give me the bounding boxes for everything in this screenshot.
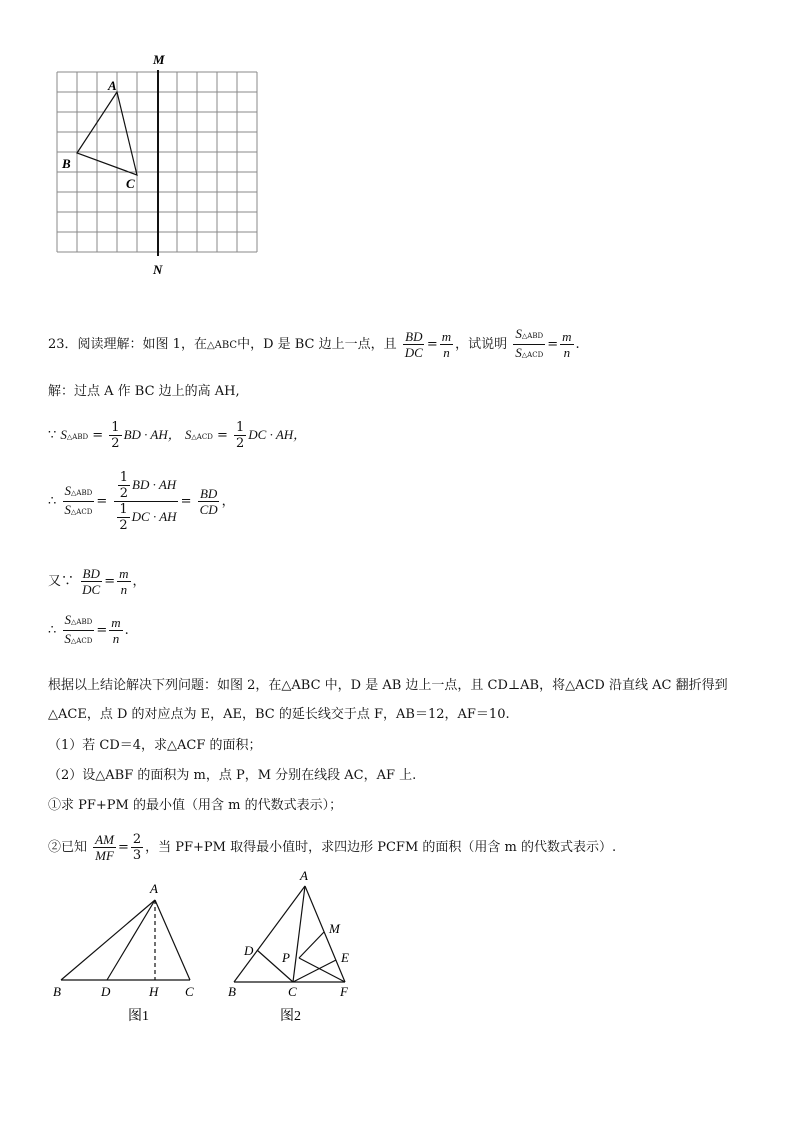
fig2-label-P: P (282, 950, 290, 965)
figure-2 (225, 870, 365, 1030)
solution-line4: 又∵ $\frac{BD}{DC}$ = $\frac{m}{n}$ ， (48, 566, 146, 597)
fig1-label-D: D (101, 984, 111, 999)
fig1-label-A: A (150, 881, 158, 896)
grid-figure (50, 50, 270, 280)
solution-line3: ∴ $\frac{\text{S△ABD}}{\text{S△ACD}}$ = $\frac{1}{2}$ BD · AH $\frac{1}{2}$ DC · AH = $\frac{BD}{CD}$ ， (48, 470, 235, 533)
fig2-label-C: C (288, 984, 297, 999)
fig2-caption: 图2 (280, 1009, 301, 1024)
task-line2: △ACE，点 D 的对应点为 E，AE，BC 的延长线交于点 F，AB＝12，AF＝10. (48, 707, 510, 722)
solution-line5: ∴ $\frac{\text{S△ABD}}{\text{S△ACD}}$ = $\frac{m}{n}$ . (48, 612, 129, 646)
task-line1: 根据以上结论解决下列问题：如图 2，在△ABC 中，D 是 AB 边上一点，且 CD⊥AB，将△ACD 沿直线 AC 翻折得到 (48, 678, 728, 693)
fig2-label-E: E (341, 950, 349, 965)
label-M: M (153, 52, 165, 67)
fig1-caption: 图1 (128, 1009, 149, 1024)
solution-line1: 解：过点 A 作 BC 边上的高 AH, (48, 384, 240, 399)
fig2-label-F: F (340, 984, 348, 999)
label-B: B (62, 156, 71, 171)
fig2-label-M: M (329, 921, 340, 936)
label-A: A (108, 78, 117, 93)
question-2: （2）设△ABF 的面积为 m，点 P，M 分别在线段 AC，AF 上. (48, 768, 417, 783)
figure-1 (45, 875, 215, 1025)
fig1-label-H: H (149, 984, 159, 999)
label-C: C (126, 176, 135, 191)
question-1: （1）若 CD＝4，求△ACF 的面积； (48, 738, 262, 753)
fig2-label-D: D (244, 943, 254, 958)
fig2-label-A: A (300, 870, 308, 883)
solution-line2: ∵ S△ABD = $\frac{1}{2}$ BD · AH， S△ACD = $\frac{1}{2}$ DC · AH， (48, 420, 307, 451)
label-N: N (153, 262, 163, 277)
fig1-label-C: C (185, 984, 194, 999)
question-2-1: ①求 PF+PM 的最小值（用含 m 的代数式表示）； (48, 798, 343, 813)
fig2-label-B: B (228, 984, 236, 999)
fraction-m-n: $\frac{m}{n}$ (441, 329, 452, 360)
problem-statement: 23．阅读理解：如图 1，在△ABC中，D 是 BC 边上一点，且 $\frac{BD}{DC}$ = $\frac{m}{n}$ ，试说明 $\frac{\text{S△ABD}}{\text{S△ACD}}$ = $\frac{m}{n}$ . (48, 326, 580, 363)
triangle-ABC (77, 92, 137, 175)
question-2-2: ②已知 $\frac{AM}{MF}$ = $\frac{2}{3}$ ，当 PF+PM 取得最小值时，求四边形 PCFM 的面积（用含 m 的代数式表示）. (48, 832, 617, 863)
fraction-S-ratio: $\frac{\text{S△ABD}}{\text{S△ACD}}$ (515, 326, 544, 360)
fraction-BD-DC: $\frac{BD}{DC}$ (404, 329, 423, 360)
fig1-label-B: B (53, 984, 61, 999)
